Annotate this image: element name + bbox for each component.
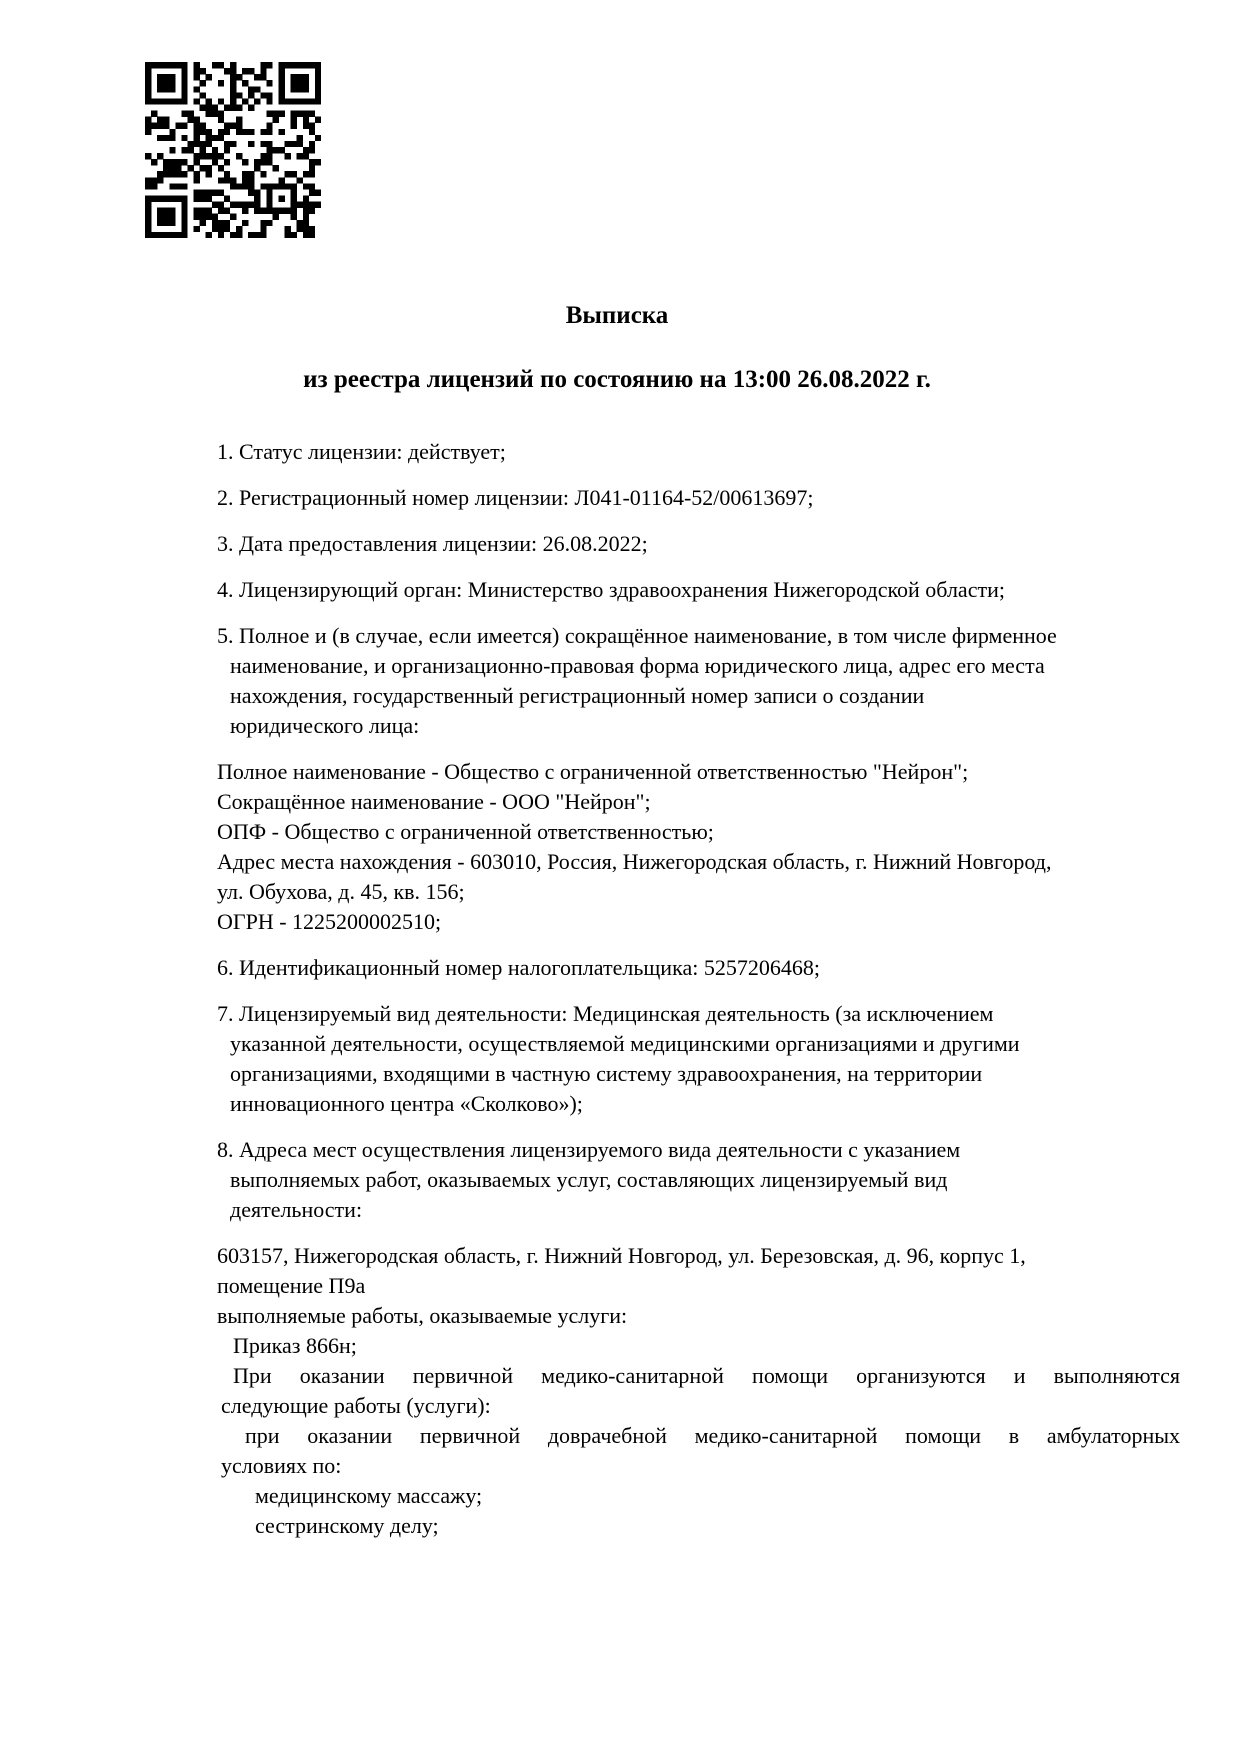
- service-massage-line: медицинскому массажу;: [255, 1483, 483, 1508]
- item-7-activity-line-1: 7. Лицензируемый вид деятельности: Медицинская деятельность (за исключением: [217, 1001, 994, 1026]
- item-3-grant-date: 3. Дата предоставления лицензии: 26.08.2022;: [217, 531, 648, 556]
- short-name-line: Сокращённое наименование - ООО "Нейрон";: [217, 789, 651, 814]
- item-8-addresses-line-3: деятельности:: [230, 1197, 363, 1222]
- page-title: Выписка: [565, 302, 669, 329]
- full-name-line: Полное наименование - Общество с ограниченной ответственностью "Нейрон";: [217, 759, 969, 784]
- item-8-addresses-line-1: 8. Адреса мест осуществления лицензируемого вида деятельности с указанием: [217, 1137, 961, 1162]
- document-body: [217, 437, 1180, 1541]
- item-4-licensing-authority: 4. Лицензирующий орган: Министерство здравоохранения Нижегородской области;: [217, 577, 1005, 602]
- opf-line: ОПФ - Общество с ограниченной ответственностью;: [217, 819, 714, 844]
- item-5-org-info-line-3: нахождения, государственный регистрационный номер записи о создании: [230, 683, 925, 708]
- item-5-org-info-line-2: наименование, и организационно-правовая форма юридического лица, адрес его места: [230, 653, 1045, 678]
- item-2-reg-number: 2. Регистрационный номер лицензии: Л041-01164-52/00613697;: [217, 485, 814, 510]
- page-subtitle: из реестра лицензий по состоянию на 13:00 26.08.2022 г.: [303, 366, 931, 393]
- item-5-org-info-line-4: юридического лица:: [230, 713, 420, 738]
- ogrn-line: ОГРН - 1225200002510;: [217, 909, 442, 934]
- order-866n-line: Приказ 866н;: [233, 1333, 357, 1358]
- primary-care-line-1: При оказании первичной медико-санитарной помощи организуются и выполняются: [233, 1363, 1180, 1388]
- item-8-addresses-line-2: выполняемых работ, оказываемых услуг, составляющих лицензируемый вид: [230, 1167, 948, 1192]
- item-6-inn: 6. Идентификационный номер налогоплательщика: 5257206468;: [217, 955, 820, 980]
- item-7-activity-line-3: организациями, входящими в частную систему здравоохранения, на территории: [230, 1061, 983, 1086]
- document-header: [217, 301, 1017, 395]
- item-7-activity-line-4: инновационного центра «Сколково»);: [230, 1091, 583, 1116]
- service-nursing-line: сестринскому делу;: [255, 1513, 439, 1538]
- works-header-line: выполняемые работы, оказываемые услуги:: [217, 1303, 628, 1328]
- qr-code-icon: [145, 62, 321, 238]
- item-1-status: 1. Статус лицензии: действует;: [217, 439, 506, 464]
- item-5-org-info-line-1: 5. Полное и (в случае, если имеется) сокращённое наименование, в том числе фирменное: [217, 623, 1057, 648]
- work-address-line-2: помещение П9а: [217, 1273, 366, 1298]
- predoctor-care-line-2: условиях по:: [221, 1453, 342, 1478]
- predoctor-care-line-1: при оказании первичной доврачебной медико-санитарной помощи в амбулаторных: [245, 1423, 1180, 1448]
- legal-address-line-2: ул. Обухова, д. 45, кв. 156;: [217, 879, 465, 904]
- primary-care-line-2: следующие работы (услуги):: [221, 1393, 491, 1418]
- legal-address-line-1: Адрес места нахождения - 603010, Россия, Нижегородская область, г. Нижний Новгород,: [217, 849, 1052, 874]
- item-7-activity-line-2: указанной деятельности, осуществляемой медицинскими организациями и другими: [230, 1031, 1020, 1056]
- work-address-line-1: 603157, Нижегородская область, г. Нижний Новгород, ул. Березовская, д. 96, корпус 1,: [217, 1243, 1026, 1268]
